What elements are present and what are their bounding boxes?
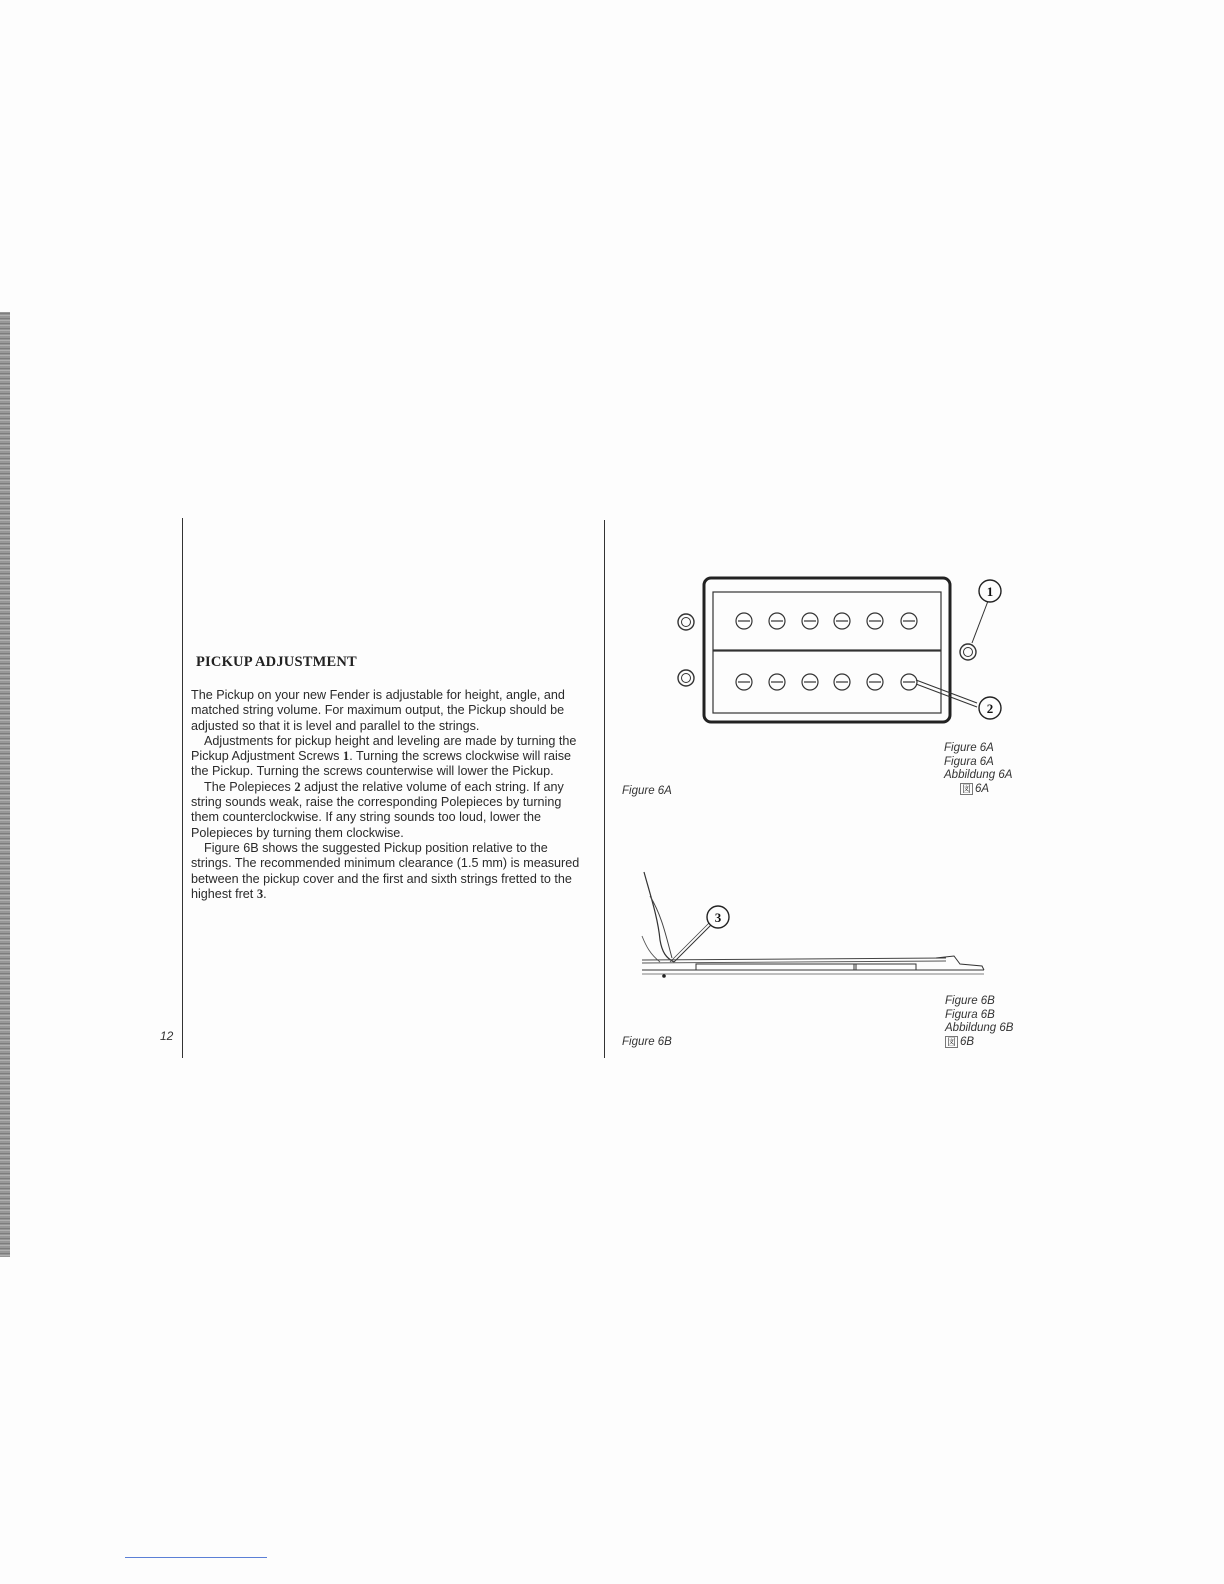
paragraph-2-text-a: Adjustments for pickup height and leveling are made by turning the Pickup Adjustment Screws bbox=[191, 733, 577, 764]
caption-german: Abbildung 6B bbox=[945, 1022, 1014, 1035]
polepiece-icon bbox=[867, 674, 883, 690]
caption-japanese-text: 6B bbox=[960, 1035, 975, 1048]
callout-2-leader bbox=[916, 680, 977, 703]
caption-spanish: Figura 6A bbox=[944, 755, 994, 768]
paragraph-2 bbox=[191, 734, 583, 780]
caption-japanese bbox=[945, 1036, 1013, 1050]
adjustment-screw-icon bbox=[678, 670, 694, 686]
adjustment-screw-icon bbox=[960, 644, 976, 660]
polepiece-icon bbox=[901, 613, 917, 629]
page-number: 12 bbox=[160, 1029, 174, 1043]
paragraph-3-text-a: The Polepieces bbox=[204, 779, 295, 794]
paragraph-4-text-a: Figure 6B shows the suggested Pickup position relative to the strings. The recommended minimum clearance (1.5 mm) is measured between the pickup cover and the first and sixth strings fretted to the highest fret bbox=[191, 840, 580, 901]
figure-6a-caption: Figure 6A bbox=[622, 785, 672, 797]
pickup-outline-b bbox=[854, 964, 916, 970]
caption-german: Abbildung 6A bbox=[944, 769, 1013, 782]
polepiece-icon bbox=[802, 613, 818, 629]
callout-3-leader-b bbox=[670, 922, 710, 962]
cjk-glyph: 図 bbox=[947, 1036, 957, 1047]
polepiece-icon bbox=[736, 613, 752, 629]
caption-spanish: Figura 6B bbox=[945, 1008, 995, 1021]
polepiece-icon bbox=[769, 613, 785, 629]
figure-6a-diagram bbox=[660, 570, 1020, 730]
callout-2-leader-b bbox=[916, 684, 977, 707]
polepieces-bottom-row bbox=[736, 674, 917, 690]
caption-english: Figure 6B bbox=[945, 995, 995, 1007]
paragraph-4-text-b: . bbox=[263, 886, 267, 901]
polepiece-icon bbox=[867, 613, 883, 629]
callout-2-label: 2 bbox=[986, 701, 994, 716]
ref-screws: 1 bbox=[342, 749, 350, 764]
ref-polepieces: 2 bbox=[294, 779, 301, 794]
paragraph-2-text-b: . Turning the screws clockwise will raise the Pickup. Turning the screws counterwise will lower the Pickup. bbox=[191, 749, 572, 779]
callout-3-label: 3 bbox=[714, 910, 722, 925]
paragraph-3-text-b: adjust the relative volume of each string. If any string sounds weak, raise the corresponding Polepieces by turning them counterclockwise. If any string sounds too loud, lower the Polepieces by turning them clockwise. bbox=[191, 779, 564, 840]
pickup-outline bbox=[696, 964, 856, 970]
string-line bbox=[642, 958, 946, 960]
polepiece-icon bbox=[802, 674, 818, 690]
paragraph-1-text: The Pickup on your new Fender is adjustable for height, angle, and matched string volume. For maximum output, the Pickup should be adjusted so that it is level and parallel to the strings. bbox=[191, 688, 565, 733]
right-column-rule bbox=[604, 520, 605, 1058]
figure-6b-caption: Figure 6B bbox=[622, 1036, 672, 1048]
paragraph-3 bbox=[191, 780, 583, 841]
polepiece-icon bbox=[834, 613, 850, 629]
polepieces-top-row bbox=[736, 613, 917, 629]
figure-6b-caption-translations bbox=[945, 995, 1013, 1049]
scan-edge-artifact bbox=[0, 312, 10, 1257]
string-line bbox=[642, 961, 946, 963]
callout-1-leader bbox=[972, 601, 988, 643]
caption-japanese-text: 6A bbox=[975, 782, 990, 795]
body-text bbox=[191, 688, 583, 902]
paragraph-4 bbox=[191, 841, 583, 902]
adjustment-screw-icon bbox=[678, 614, 694, 630]
polepiece-icon bbox=[901, 674, 917, 690]
finger-sketch-c bbox=[642, 936, 660, 962]
paragraph-1 bbox=[191, 688, 583, 734]
left-column-rule bbox=[182, 518, 183, 1058]
section-heading: PICKUP ADJUSTMENT bbox=[196, 654, 357, 670]
callout-1-label: 1 bbox=[986, 584, 994, 599]
caption-japanese bbox=[960, 783, 1012, 797]
figure-6a-caption-translations bbox=[944, 742, 1012, 796]
figure-6b-diagram bbox=[636, 866, 996, 986]
ref-highest-fret: 3 bbox=[256, 886, 264, 901]
caption-english: Figure 6A bbox=[944, 742, 994, 754]
nut-dot bbox=[662, 974, 666, 978]
callout-3-leader bbox=[674, 924, 712, 962]
polepiece-icon bbox=[834, 674, 850, 690]
scan-artifact-line bbox=[125, 1557, 267, 1558]
cjk-glyph: 図 bbox=[962, 783, 972, 794]
polepiece-icon bbox=[769, 674, 785, 690]
polepiece-icon bbox=[736, 674, 752, 690]
